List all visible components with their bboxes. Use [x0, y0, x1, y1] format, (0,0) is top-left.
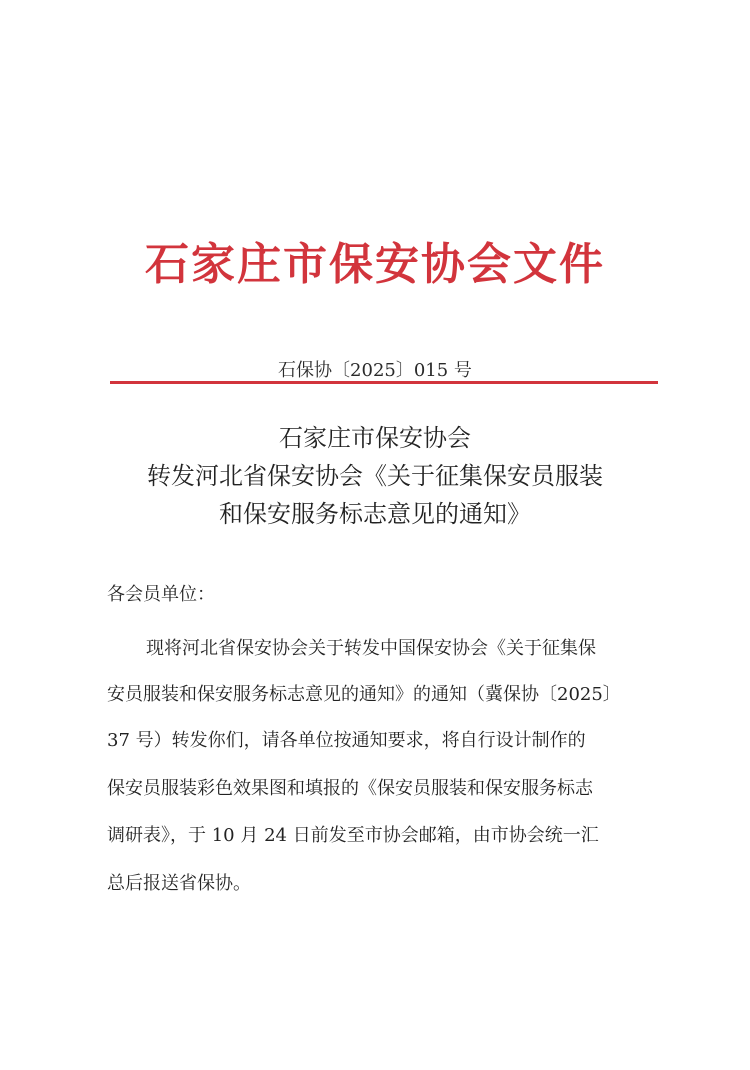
body-paragraph-line: 保安员服装彩色效果图和填报的《保安员服装和保安服务标志: [107, 778, 593, 799]
body-paragraph-line: 调研表》，于 10 月 24 日前发至市协会邮箱，由市协会统一汇: [107, 825, 599, 846]
document-header-title: 石家庄市保安协会文件: [145, 239, 605, 290]
header-divider: [110, 381, 658, 384]
body-paragraph-line: 现将河北省保安协会关于转发中国保安协会《关于征集保: [146, 638, 596, 659]
document-title-line-1: 石家庄市保安协会: [279, 424, 471, 452]
document-number: 石保协〔2025〕015 号: [278, 360, 472, 381]
body-paragraph-line: 安员服装和保安服务标志意见的通知》的通知（冀保协〔2025〕: [107, 684, 621, 705]
document-title-line-2: 转发河北省保安协会《关于征集保安员服装: [147, 462, 603, 490]
body-paragraph-line: 总后报送省保协。: [107, 873, 251, 894]
salutation: 各会员单位：: [107, 584, 215, 605]
document-title-line-3: 和保安服务标志意见的通知》: [219, 500, 531, 528]
body-paragraph-line: 37 号）转发你们，请各单位按通知要求，将自行设计制作的: [107, 730, 586, 751]
